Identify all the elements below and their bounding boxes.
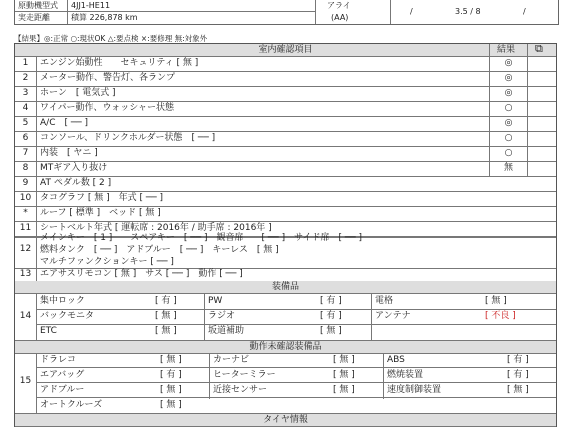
equipment-item-label: ETC [40,326,57,336]
alai-label: アライ [327,1,351,10]
mileage-label: 実走距離 [18,13,50,22]
fraction-value: 3.5 / 8 [455,7,481,16]
row-12-line-2: 燃料タンク [ ── ] アドブルー [ ── ] キーレス [ 無 ] [40,245,279,255]
operation-item-label: ヒーターミラー [213,370,276,380]
operation-item-label: 近接センサー [213,385,268,395]
row-label: シートベルト年式 [ 運転席 : 2016年 / 助手席 : 2016年 ] [40,223,272,233]
equipment-header: 装備品 [271,282,299,292]
row-13-number: 13 [19,269,32,279]
row-label: タコグラフ [ 無 ] 年式 [ ── ] [40,193,164,203]
row-number: 7 [22,148,29,158]
operation-item-value: [ 無 ] [160,385,182,395]
row-label: ワイパー動作、ウォッシャー状態 [40,103,175,113]
row-12-number: 12 [19,244,32,254]
operation-item-value: [ 有 ] [507,370,529,380]
row-number: 9 [22,178,29,188]
equipment-item-value: [ 不良 ] [485,311,516,321]
equipment-item-label: PW [208,296,223,306]
operation-item-label: ドラレコ [40,355,77,365]
equipment-item-value: [ 有 ] [320,311,342,321]
tire-header-bar [15,413,556,427]
mileage-value: 積算 226,878 km [71,13,138,22]
row-result-mark: ○ [504,133,513,143]
operation-item-value: [ 無 ] [333,370,355,380]
operation-item-value: [ 有 ] [507,355,529,365]
operation-item-value: [ 無 ] [160,355,182,365]
row-label: メーター動作、警告灯、各ランプ [40,73,176,83]
row-number: 2 [22,73,29,83]
operation-item-value: [ 無 ] [333,385,355,395]
row-number: 5 [22,118,29,128]
alai-sub: (AA) [331,13,349,22]
operation-item-label: ABS [387,355,405,365]
inspection-table [14,43,557,427]
operation-item-label: カーナビ [213,355,250,365]
operation-item-label: アドブルー [40,385,85,395]
equipment-item-value: [ 無 ] [320,326,342,336]
equipment-header-bar [15,281,556,294]
equipment-item-value: [ 無 ] [155,311,177,321]
row-label: ホーン [ 電気式 ] [40,88,116,98]
slash-1: / [410,7,413,16]
interior-header-bar [15,44,556,57]
row-number: 11 [19,223,32,233]
equipment-item-label: バックモニタ [40,311,95,321]
model-value: 4JJ1-HE11 [71,1,111,10]
row-label: ルーフ [ 標準 ] ベッド [ 無 ] [40,208,161,218]
row-number: 8 [22,163,29,173]
equipment-item-value: [ 有 ] [155,296,177,306]
row-result-mark: 無 [503,163,513,173]
copy-icon[interactable]: ⧉ [535,42,543,55]
tire-header: タイヤ情報 [263,415,308,425]
row-13-label: エアサスリモコン [ 無 ] サス [ ── ] 動作 [ ── ] [40,269,243,279]
equipment-item-label: 集中ロック [40,296,85,306]
row-result-mark: ○ [504,148,513,158]
row-number: 10 [19,193,32,203]
operation-item-value: [ 無 ] [333,355,355,365]
row-result-mark: ◎ [504,118,513,128]
equipment-number: 14 [19,311,32,321]
row-label: AT ペダル数 [ 2 ] [40,178,112,188]
row-label: エンジン始動性 セキュリティ [ 無 ] [40,58,199,68]
model-label: 原動機型式 [18,1,58,10]
row-result-mark: ◎ [504,73,513,83]
equipment-item-label: アンテナ [375,311,411,321]
operation-item-label: 燃焼装置 [387,370,424,380]
equipment-item-value: [ 無 ] [155,326,177,336]
row-result-mark: ○ [504,103,513,113]
equipment-item-value: [ 有 ] [320,296,342,306]
vehicle-info-table [14,0,559,25]
row-label: コンソール、ドリンクホルダー状態 [ ── ] [40,133,216,143]
equipment-item-label: 坂道補助 [208,326,245,336]
row-12-line-1: メインキー [ 1 ] スペアキー [ ── ] 観音扉 [ ── ] サイド扉 [ ── ] [40,233,363,243]
slash-2: / [523,7,526,16]
row-label: MTギア入り抜け [40,163,108,173]
operation-item-label: 速度制御装置 [387,385,442,395]
interior-header: 室内確認項目 [258,45,313,55]
row-result-mark: ◎ [504,88,513,98]
row-label: A/C [ ── ] [40,118,89,128]
result-header: 結果 [497,45,516,55]
equipment-item-value: [ 無 ] [485,296,507,306]
operation-number: 15 [19,376,32,386]
result-legend: 【結果】◎:正常 ○:現状OK △:要点検 ×:要修理 無:対象外 [14,34,208,43]
operation-header: 動作未確認装備品 [249,342,322,352]
row-number: * [23,208,28,218]
operation-item-value: [ 有 ] [160,370,182,380]
row-12-line-3: マルチファンクションキー [ ── ] [40,257,174,267]
row-number: 6 [22,133,29,143]
equipment-item-label: 電格 [375,296,394,306]
row-number: 4 [22,103,29,113]
row-number: 3 [22,88,29,98]
operation-header-bar [15,340,556,354]
row-label: 内装 [ ヤニ ] [40,148,98,158]
operation-item-label: エアバッグ [40,370,85,380]
operation-item-label: オートクルーズ [40,400,103,410]
operation-item-value: [ 無 ] [160,400,182,410]
equipment-item-label: ラジオ [208,311,236,321]
row-result-mark: ◎ [504,58,513,68]
operation-item-value: [ 無 ] [507,385,529,395]
row-number: 1 [22,58,29,68]
